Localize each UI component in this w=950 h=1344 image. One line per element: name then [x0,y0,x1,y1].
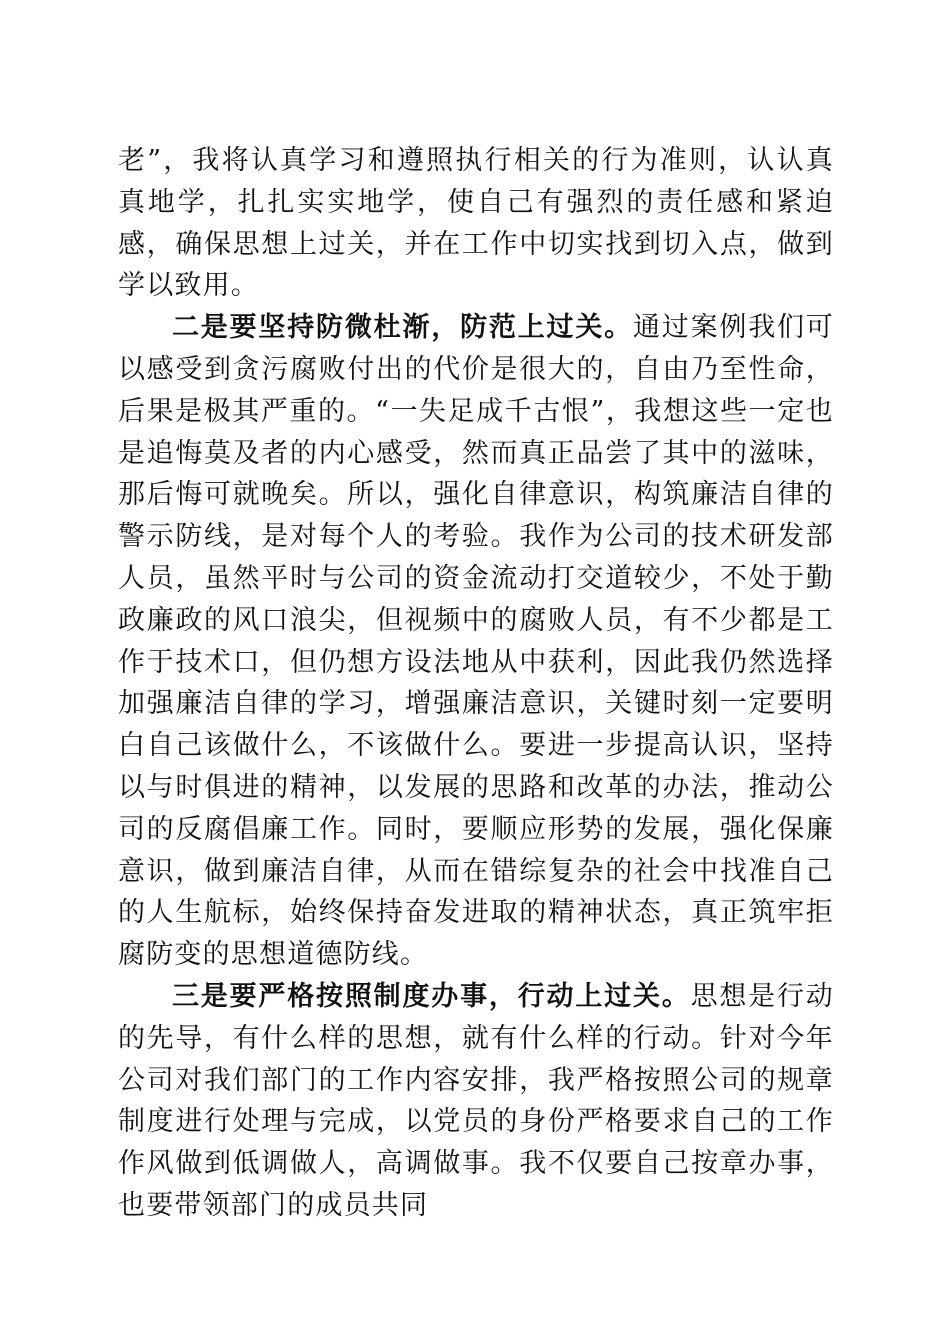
paragraph-point-two [118,307,834,976]
paragraph-continuation [118,140,834,307]
paragraph-point-three [118,976,834,1227]
paragraph-text: 老”，我将认真学习和遵照执行相关的行为准则，认认真真地学，扎扎实实地学，使自己有强烈的责任感和紧迫感，确保思想上过关，并在工作中切实找到切入点，做到学以致用。 [118,145,834,302]
paragraph-text: 通过案例我们可以感受到贪污腐败付出的代价是很大的，自由乃至性命，后果是极其严重的。“一失足成千古恨”，我想这些一定也是追悔莫及者的内心感受，然而真正品尝了其中的滋味，那后悔可就晚矣。所以，强化自律意识，构筑廉洁自律的警示防线，是对每个人的考验。我作为公司的技术研发部人员，虽然平时与公司的资金流动打交道较少，不处于勤政廉政的风口浪尖，但视频中的腐败人员，有不少都是工作于技术口，但仍想方设法地从中获利，因此我仍然选择加强廉洁自律的学习，增强廉洁意识，关键时刻一定要明白自己该做什么，不该做什么。要进一步提高认识，坚持以与时俱进的精神，以发展的思路和改革的办法，推动公司的反腐倡廉工作。同时，要顺应形势的发展，强化保廉意识，做到廉洁自律，从而在错综复杂的社会中找准自己的人生航标，始终保持奋发进取的精神状态，真正筑牢拒腐防变的思想道德防线。 [118,312,835,971]
document-body [118,140,834,1227]
paragraph-lead-heading: 三是要严格按照制度办事，行动上过关。 [172,980,691,1012]
paragraph-text: 思想是行动的先导，有什么样的思想，就有什么样的行动。针对今年公司对我们部门的工作内容安排，我严格按照公司的规章制度进行处理与完成，以党员的身份严格要求自己的工作作风做到低调做人，高调做事。我不仅要自己按章办事，也要带领部门的成员共同 [118,980,834,1221]
paragraph-lead-heading: 二是要坚持防微杜渐，防范上过关。 [172,312,633,344]
